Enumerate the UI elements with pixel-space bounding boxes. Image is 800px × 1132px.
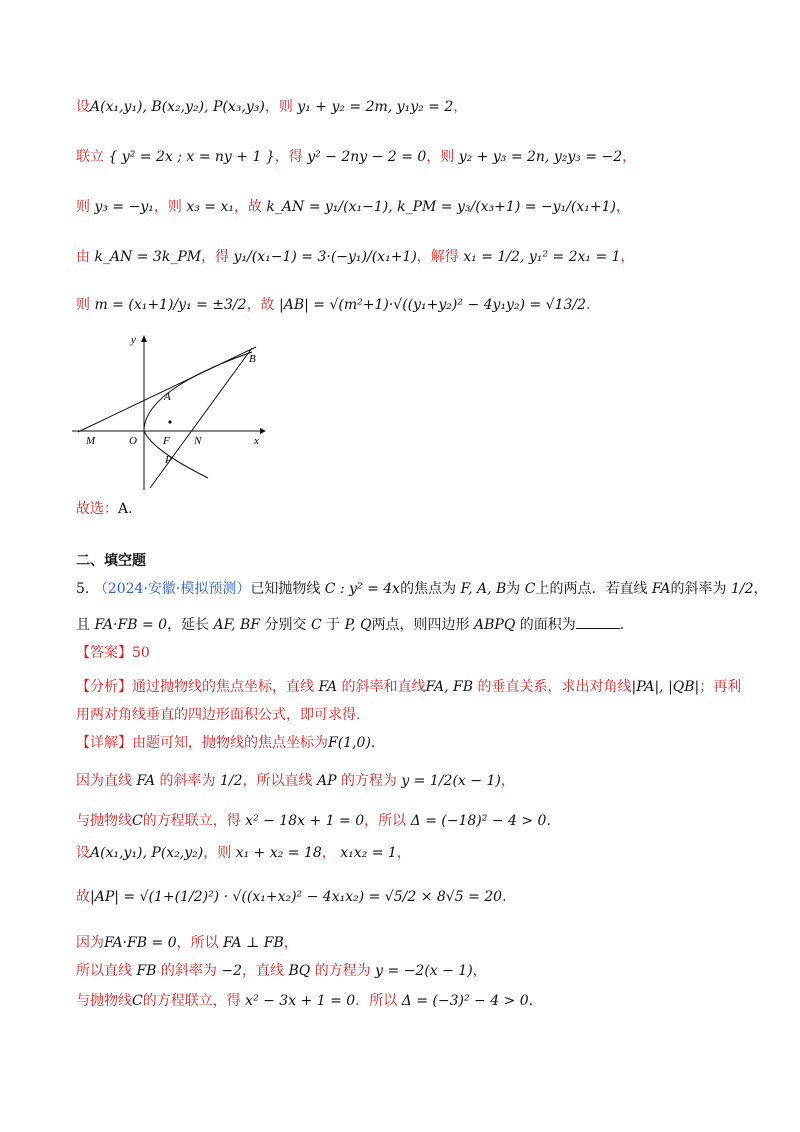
text: 则 [76, 297, 90, 313]
text: 与抛物线 [76, 813, 132, 829]
text: 的斜率为 [670, 581, 727, 597]
formula: y₁/(x₁−1) = 3·(−y₁)/(x₁+1) [233, 249, 417, 265]
formula: 1/2 [730, 581, 754, 597]
detail-line-7 [76, 960, 740, 982]
text: ，延长 [167, 617, 210, 633]
formula: C [132, 993, 143, 1009]
analysis-line-2 [76, 704, 740, 726]
text: . [370, 735, 376, 751]
formula: x₁ = 1/2, y₁² = 2x₁ = 1 [463, 249, 621, 265]
text: 且 [76, 617, 90, 633]
formula: C [524, 581, 536, 597]
equation-system: { y² = 2x ; x = ny + 1 } [108, 149, 275, 165]
formula: |AB| = √(m²+1)·√((y₁+y₂)² − 4y₁y₂) = √13/2 [279, 297, 587, 313]
text: 设 [76, 99, 90, 115]
text: ， [396, 845, 411, 861]
formula: x₃ = x₁ [186, 199, 234, 215]
formula: FA [651, 581, 671, 597]
text: 因为 [76, 935, 104, 951]
text: 由题可知，抛物线的焦点坐标为 [132, 735, 328, 751]
text: 两点，则四边形 [371, 617, 470, 633]
label-f: F [163, 435, 170, 447]
text: ，直线 [242, 963, 285, 979]
problem5-line-1 [76, 578, 768, 600]
formula: A(x₁,y₁), P(x₂,y₂) [90, 845, 204, 861]
text: ，则 [203, 845, 232, 861]
formula: x² − 18x + 1 = 0 [245, 813, 365, 829]
text: ，得 [201, 249, 230, 265]
text: 分别交 [264, 617, 307, 633]
formula: C : y² = 4x [324, 581, 401, 597]
formula: |AP| = √(1+(1/2)²) · √((x₁+x₂)² − 4x₁x₂) = √5/2 × 8√5 = 20 [90, 889, 503, 905]
formula: FA·FB = 0 [104, 935, 177, 951]
text: 因为直线 [76, 773, 132, 789]
text: ，则 [426, 149, 455, 165]
parabola-figure [70, 330, 280, 495]
text: 的方程联立，得 [142, 993, 241, 1009]
choice-line [76, 498, 740, 520]
text: ， [615, 199, 630, 215]
text: 设 [76, 845, 90, 861]
answer-line [76, 642, 740, 664]
formula: AF, BF [213, 617, 261, 633]
text: 的方程为 [314, 963, 371, 979]
text: ， [622, 149, 637, 165]
text: . [546, 813, 551, 829]
text: 的方程联立，得 [142, 813, 241, 829]
text: ，解得 [416, 249, 459, 265]
formula: x² − 3x + 1 = 0 [245, 993, 356, 1009]
formula: BQ [288, 963, 311, 979]
x-axis-arrow [260, 428, 266, 434]
text: 联立 [76, 149, 104, 165]
formula: ABPQ [474, 617, 516, 633]
formula: y₃ = −y₁ [94, 199, 154, 215]
text: ，故 [233, 199, 262, 215]
text: 故选： [76, 501, 118, 517]
formula: C [132, 813, 143, 829]
text: 的焦点为 [400, 581, 457, 597]
text: . [502, 889, 507, 905]
solution-line-2 [76, 146, 740, 168]
text: ，得 [274, 149, 303, 165]
analysis-line-1 [76, 676, 740, 698]
detail-line-8 [76, 990, 740, 1012]
text: 与抛物线 [76, 993, 132, 1009]
text: ，所以 [364, 813, 407, 829]
detail-line-4 [76, 842, 740, 864]
formula: FA [318, 679, 338, 695]
detail-tag: 【详解】 [76, 735, 132, 751]
text: 的斜率为 [160, 963, 217, 979]
text: ， [500, 773, 515, 789]
y-axis-arrow [141, 335, 147, 342]
formula: y = −2(x − 1) [375, 963, 473, 979]
label-b: B [249, 353, 256, 365]
problem5-line-2 [76, 614, 740, 636]
text: 故 [76, 889, 90, 905]
formula: F(1,0) [328, 735, 371, 751]
text: 则 [76, 199, 90, 215]
text: 所以直线 [76, 963, 132, 979]
text: 上的两点．若直线 [535, 581, 648, 597]
formula: k_AN = y₁/(x₁−1), k_PM = y₃/(x₃+1) = −y₁/(x₁+1) [266, 199, 616, 215]
choice-answer: A [118, 501, 129, 517]
analysis-tag: 【分析】 [76, 679, 132, 695]
solution-line-1 [76, 96, 740, 118]
formula: k_AN = 3k_PM [94, 249, 202, 265]
detail-line-6 [76, 932, 740, 954]
text: 的斜率和直线 [341, 679, 426, 695]
label-a: A [164, 391, 171, 403]
formula: y = 1/2(x − 1) [401, 773, 501, 789]
label-m: M [86, 435, 96, 447]
solution-line-3 [76, 196, 740, 218]
solution-line-4 [76, 246, 740, 268]
label-y: y [131, 334, 136, 346]
text: 于 [326, 617, 341, 633]
text: ，故 [246, 297, 275, 313]
formula: x₁x₂ = 1 [340, 845, 397, 861]
formula: −2 [221, 963, 243, 979]
text: . [128, 501, 133, 517]
section-title: 二、填空题 [76, 553, 146, 569]
text: ， [753, 581, 768, 597]
detail-line-5 [76, 886, 740, 908]
formula: Δ = (−18)² − 4 > 0 [410, 813, 547, 829]
detail-line-2 [76, 770, 740, 792]
text: 由 [76, 249, 90, 265]
formula: FA [136, 773, 156, 789]
text: ， [321, 845, 336, 861]
formula: y₁ + y₂ = 2m, y₁y₂ = 2 [297, 99, 454, 115]
formula: F, A, B [460, 581, 507, 597]
formula: Δ = (−3)² − 4 > 0 [401, 993, 529, 1009]
label-p: P [165, 454, 172, 466]
line-mb [78, 347, 256, 432]
text: 的斜率为 [159, 773, 216, 789]
text: ， [472, 963, 487, 979]
text: ，则 [153, 199, 182, 215]
text: ．所以 [355, 993, 398, 1009]
text: 已知抛物线 [250, 581, 321, 597]
text: 的垂直关系，求出对角线 [477, 679, 632, 695]
text: 的面积为 [519, 617, 576, 633]
formula: y² − 2ny − 2 = 0 [307, 149, 427, 165]
formula: FA·FB = 0 [94, 617, 168, 633]
solution-line-5 [76, 294, 740, 316]
formula: 1/2 [219, 773, 243, 789]
detail-line-1 [76, 732, 740, 754]
formula: FA ⊥ FB [223, 935, 284, 951]
formula: |PA|, |QB| [631, 679, 700, 695]
formula: C [310, 617, 322, 633]
formula: FB [136, 963, 157, 979]
text: 通过抛物线的焦点坐标，直线 [132, 679, 314, 695]
answer-value: 50 [132, 645, 150, 661]
label-n: N [194, 435, 202, 447]
text: 为 [506, 581, 521, 597]
text: . [528, 993, 534, 1009]
line-nb [150, 348, 252, 488]
formula: y₂ + y₃ = 2n, y₂y₃ = −2 [458, 149, 623, 165]
problem-source: （2024·安徽·模拟预测） [93, 581, 251, 597]
text: ， [453, 99, 468, 115]
text: . [586, 297, 591, 313]
detail-line-3 [76, 810, 740, 832]
problem-number: 5. [76, 581, 90, 597]
formula: A(x₁,y₁), B(x₂,y₂), P(x₃,y₃) [90, 99, 265, 115]
answer-tag: 【答案】 [76, 645, 132, 661]
label-x: x [254, 435, 259, 447]
formula: P, Q [344, 617, 372, 633]
text: ， [283, 935, 298, 951]
label-o: O [129, 435, 137, 447]
text: ，所以直线 [242, 773, 313, 789]
text: ，所以 [176, 935, 219, 951]
text: 的方程为 [340, 773, 397, 789]
answer-blank [576, 616, 620, 629]
text: . [619, 617, 625, 633]
text: 用两对角线垂直的四边形面积公式，即可求得. [76, 707, 361, 723]
formula: m = (x₁+1)/y₁ = ±3/2 [94, 297, 247, 313]
text: ，则 [264, 99, 293, 115]
text: ；再利 [699, 679, 742, 695]
formula: FA, FB [425, 679, 474, 695]
focus-point [168, 420, 171, 423]
formula: AP [316, 773, 337, 789]
formula: x₁ + x₂ = 18 [235, 845, 322, 861]
text: ， [620, 249, 635, 265]
